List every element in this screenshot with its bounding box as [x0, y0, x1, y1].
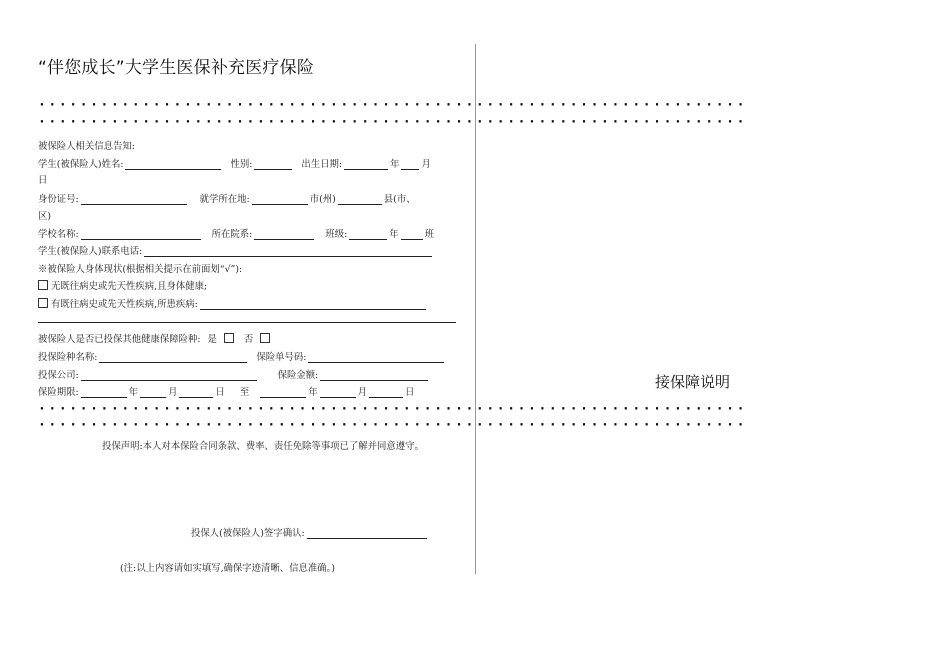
dotted-separator: ····································································	[38, 418, 748, 433]
faculty-label: 所在院系:	[211, 229, 253, 240]
policy-no-label: 保险单号码:	[256, 352, 307, 363]
no-history-label: 无既往病史或先天性疾病,且身体健康;	[51, 281, 208, 292]
faculty-field[interactable]	[254, 229, 314, 240]
birth-label: 出生日期:	[301, 159, 343, 170]
insurance-type-row	[38, 349, 446, 363]
study-location-label: 就学所在地:	[199, 194, 250, 205]
student-name-label: 学生(被保险人)姓名:	[38, 159, 124, 170]
phone-label: 学生(被保险人)联系电话:	[38, 246, 143, 257]
city-label: 市(州)	[309, 194, 336, 205]
gender-label: 性别:	[230, 159, 253, 170]
year-label: 年	[390, 159, 400, 170]
school-field[interactable]	[81, 229, 201, 240]
signature-row	[191, 525, 429, 539]
signature-field[interactable]	[307, 528, 427, 539]
start-month-field[interactable]	[140, 387, 166, 398]
right-page-title: 接保障说明	[655, 373, 731, 391]
period-row	[38, 384, 414, 398]
birth-year-field[interactable]	[344, 159, 388, 170]
phone-field[interactable]	[144, 246, 432, 257]
student-info-row	[38, 156, 431, 170]
has-history-label: 有既往病史或先天性疾病,所患疾病:	[51, 299, 198, 310]
company-row	[38, 367, 430, 381]
company-field[interactable]	[81, 370, 257, 381]
id-field[interactable]	[81, 194, 187, 205]
day-label: 日	[215, 387, 225, 398]
page-divider	[475, 44, 476, 574]
county-label: 县(市、	[383, 194, 416, 205]
insurance-type-field[interactable]	[99, 352, 247, 363]
class-year-label: 年	[389, 229, 399, 240]
class-label: 班级:	[325, 229, 348, 240]
class-year-field[interactable]	[349, 229, 387, 240]
note: (注:以上内容请如实填写,确保字迹清晰、信息准确。)	[120, 563, 336, 574]
end-month-field[interactable]	[320, 387, 356, 398]
phone-row	[38, 243, 434, 257]
month-label: 月	[421, 159, 431, 170]
year-label: 年	[128, 387, 139, 398]
gender-field[interactable]	[254, 159, 292, 170]
other-insurance-row	[38, 331, 273, 345]
disease-field-line2[interactable]	[38, 322, 456, 323]
health-heading: ※被保险人身体现状(根据相关提示在前面划“√”):	[38, 264, 243, 275]
to-label: 至	[239, 387, 250, 398]
option-has-history-row	[38, 296, 428, 310]
district-label: 区)	[38, 211, 52, 222]
class-suffix: 班	[424, 229, 435, 240]
month-label: 月	[357, 387, 367, 398]
day-label: 日	[404, 387, 415, 398]
has-history-checkbox[interactable]	[38, 298, 48, 308]
dotted-separator: ····································································	[38, 402, 748, 417]
other-insurance-label: 被保险人是否已投保其他健康保障险种:	[38, 334, 201, 345]
yes-checkbox[interactable]	[224, 333, 234, 343]
period-label: 保险期限:	[38, 387, 79, 398]
county-field[interactable]	[338, 194, 382, 205]
amount-field[interactable]	[320, 370, 428, 381]
class-field[interactable]	[401, 229, 423, 240]
start-day-field[interactable]	[179, 387, 213, 398]
start-year-field[interactable]	[81, 387, 127, 398]
year-label: 年	[308, 387, 318, 398]
declaration: 投保声明:本人对本保险合同条款、费率、责任免除等事项已了解并同意遵守。	[102, 441, 424, 452]
dotted-separator: ····································································	[38, 115, 748, 130]
birth-month-field[interactable]	[401, 159, 419, 170]
school-row	[38, 226, 434, 240]
disease-field[interactable]	[200, 299, 426, 310]
student-name-field[interactable]	[125, 159, 221, 170]
no-checkbox[interactable]	[260, 333, 270, 343]
id-row	[38, 191, 416, 205]
end-day-field[interactable]	[369, 387, 403, 398]
company-label: 投保公司:	[38, 370, 79, 381]
signature-label: 投保人(被保险人)签字确认:	[191, 528, 305, 539]
yes-label: 是	[207, 334, 217, 345]
school-label: 学校名称:	[38, 229, 79, 240]
form-title: “伴您成长”大学生医保补充医疗保险	[38, 58, 315, 78]
info-heading: 被保险人相关信息告知:	[38, 141, 135, 152]
insurance-type-label: 投保险种名称:	[38, 352, 98, 363]
option-no-history-row	[38, 278, 207, 292]
birth-day-label: 日	[38, 175, 48, 186]
end-year-field[interactable]	[260, 387, 306, 398]
city-field[interactable]	[252, 194, 308, 205]
amount-label: 保险金额:	[277, 370, 319, 381]
month-label: 月	[168, 387, 178, 398]
no-history-checkbox[interactable]	[38, 280, 48, 290]
dotted-separator: ····································································	[38, 98, 748, 113]
id-label: 身份证号:	[38, 194, 79, 205]
policy-no-field[interactable]	[308, 352, 444, 363]
no-label: 否	[243, 334, 254, 345]
